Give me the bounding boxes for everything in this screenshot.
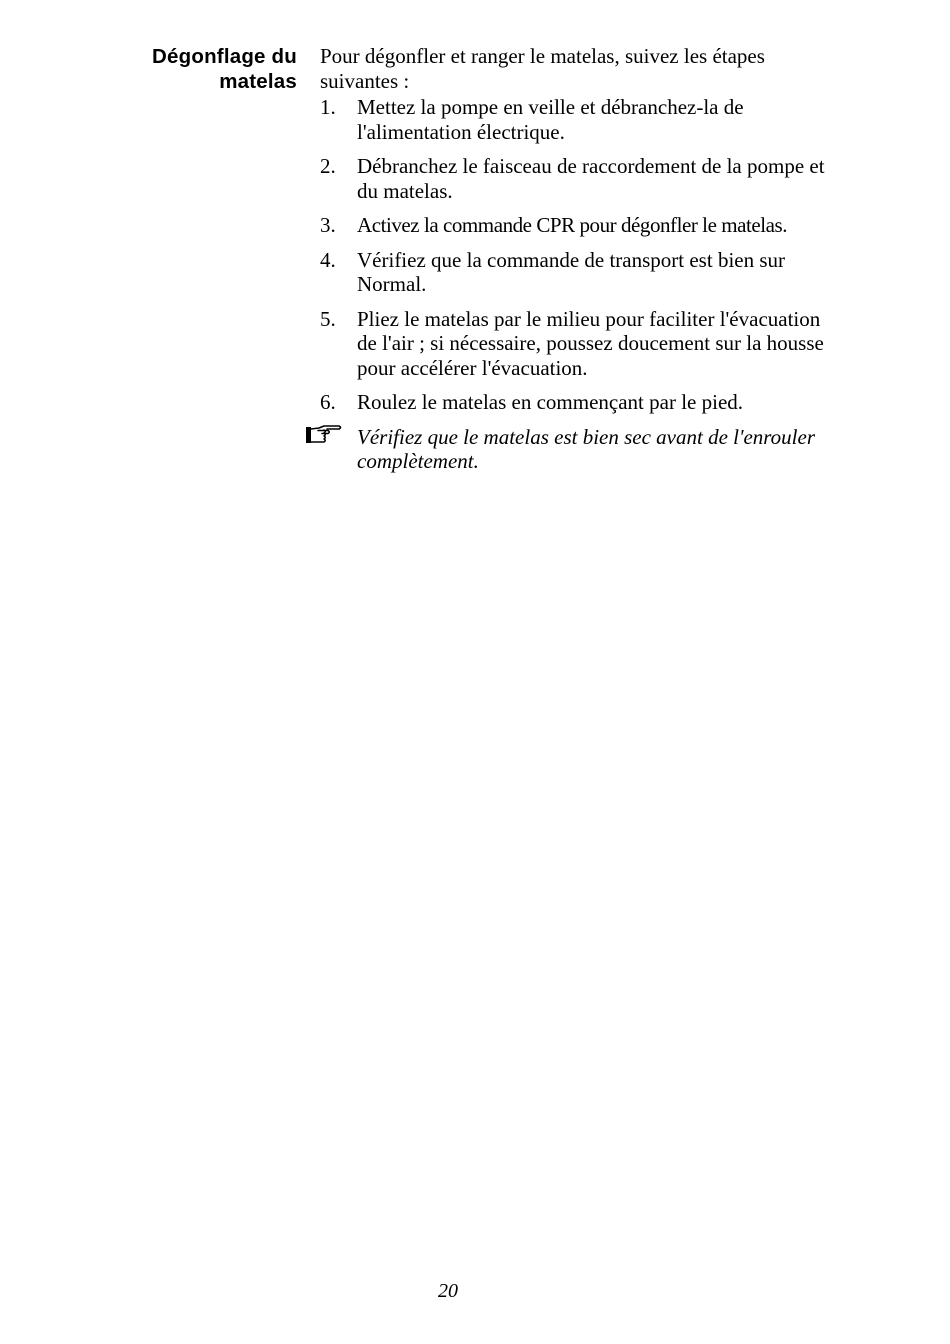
list-item	[320, 95, 840, 144]
main-content	[320, 44, 840, 474]
page-number: 20	[438, 1280, 458, 1302]
section-heading-line2: matelas	[219, 70, 297, 93]
step-number: 4.	[320, 247, 336, 272]
list-item	[320, 307, 840, 381]
step-text: Roulez le matelas en commençant par le pied.	[357, 390, 744, 414]
section-heading	[100, 44, 297, 94]
step-text: Activez la commande CPR pour dégonfler le matelas.	[357, 213, 788, 237]
list-item	[320, 390, 840, 415]
step-number: 5.	[320, 306, 336, 331]
intro-text: Pour dégonfler et ranger le matelas, suivez les étapes suivantes :	[320, 44, 765, 93]
pointing-hand-icon	[304, 422, 344, 448]
step-number: 2.	[320, 154, 336, 178]
step-text: Débranchez le faisceau de raccordement de la pompe et du matelas.	[357, 154, 825, 203]
note	[320, 425, 840, 474]
section-heading-line1: Dégonflage du	[152, 45, 297, 68]
list-item	[320, 154, 840, 203]
list-item	[320, 248, 840, 297]
step-number: 1.	[320, 95, 336, 119]
list-item	[320, 213, 840, 238]
note-text: Vérifiez que le matelas est bien sec avant de l'enrouler complètement.	[357, 424, 816, 473]
step-number: 3.	[320, 213, 336, 237]
step-text: Vérifiez que la commande de transport est bien sur Normal.	[357, 247, 786, 296]
step-text: Mettez la pompe en veille et débranchez-la de l'alimentation électrique.	[357, 95, 744, 144]
steps-list	[320, 95, 840, 415]
step-text: Pliez le matelas par le milieu pour faciliter l'évacuation de l'air ; si nécessaire, poussez doucement sur la housse pour accélérer l'évacuation.	[357, 306, 824, 380]
step-number: 6.	[320, 390, 336, 414]
